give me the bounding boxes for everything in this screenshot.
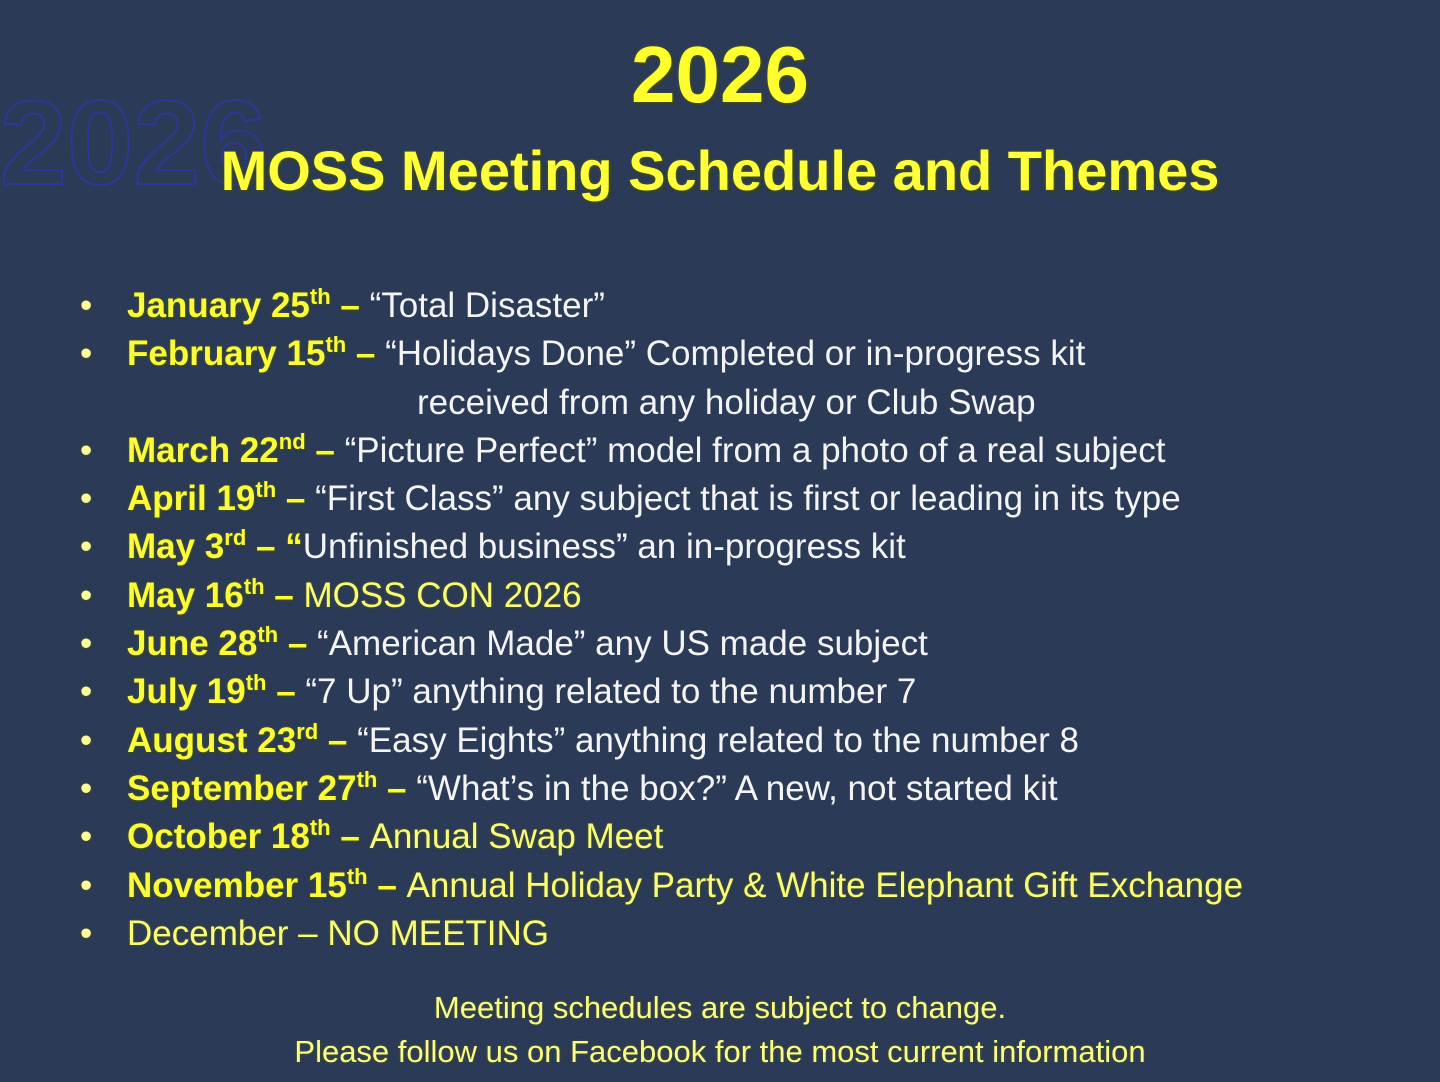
meeting-date: January 25th – [127, 284, 370, 325]
meeting-theme: “Holidays Done” Completed or in-progress kit [385, 334, 1086, 374]
meeting-theme-continuation: received from any holiday or Club Swap [417, 382, 1036, 422]
bullet-icon: • [80, 720, 93, 760]
bullet-icon: • [80, 430, 93, 470]
meeting-date: June 28th – [127, 622, 318, 664]
page-year: 2026 [631, 30, 809, 119]
bullet-icon: • [80, 672, 93, 712]
schedule-item-february [80, 330, 1420, 427]
meeting-theme: “Picture Perfect” model from a photo of a real subject [344, 430, 1166, 470]
schedule-item-june [80, 620, 1420, 668]
schedule-item-august [80, 717, 1420, 765]
meeting-schedule-list [80, 282, 1420, 958]
bullet-icon: • [80, 768, 93, 808]
meeting-theme: MOSS CON 2026 [303, 575, 582, 615]
schedule-item-may-3 [80, 523, 1420, 571]
schedule-item-april [80, 475, 1420, 523]
schedule-item-march [80, 427, 1420, 475]
meeting-theme: “Total Disaster” [369, 286, 605, 325]
bullet-icon: • [80, 334, 93, 374]
bullet-icon: • [80, 527, 93, 567]
bullet-icon: • [80, 865, 93, 905]
meeting-date: July 19th – [127, 670, 306, 712]
meeting-theme: “Easy Eights” anything related to the number 8 [357, 720, 1079, 760]
bullet-icon: • [80, 575, 93, 615]
footer-disclaimer: Meeting schedules are subject to change. [433, 990, 1007, 1025]
bullet-icon: • [80, 913, 93, 953]
schedule-item-may-16 [80, 572, 1420, 620]
meeting-date: May 3rd – “ [127, 525, 303, 567]
meeting-theme: “7 Up” anything related to the number 7 [305, 672, 917, 712]
meeting-date: March 22nd – [127, 428, 345, 470]
bullet-icon: • [80, 624, 93, 664]
schedule-item-november [80, 862, 1420, 910]
meeting-date: August 23rd – [127, 718, 358, 760]
meeting-theme: “American Made” any US made subject [317, 624, 928, 664]
bullet-icon: • [80, 286, 93, 325]
meeting-theme: “First Class” any subject that is first or leading in its type [315, 479, 1181, 519]
meeting-date: October 18th – [127, 815, 370, 857]
schedule-item-july [80, 668, 1420, 716]
ghost-year-artifact: 2026 [0, 76, 267, 210]
meeting-theme: “What’s in the box?” A new, not started kit [416, 768, 1058, 808]
schedule-item-october [80, 813, 1420, 861]
meeting-date: April 19th – [127, 477, 316, 519]
footer-facebook-note: Please follow us on Facebook for the most current information [294, 1034, 1146, 1069]
bullet-icon: • [80, 817, 93, 857]
schedule-item-december [80, 910, 1420, 958]
meeting-date: February 15th – [127, 332, 386, 374]
meeting-theme: Annual Swap Meet [369, 817, 664, 857]
meeting-date: September 27th – [127, 766, 417, 808]
bullet-icon: • [80, 479, 93, 519]
meeting-date: November 15th – [127, 863, 407, 905]
meeting-theme: Unfinished business” an in-progress kit [302, 527, 906, 567]
schedule-item-september [80, 765, 1420, 813]
schedule-item-january [80, 282, 1420, 330]
meeting-theme: Annual Holiday Party & White Elephant Gift Exchange [406, 865, 1244, 905]
meeting-date: May 16th – [127, 573, 304, 615]
meeting-theme: December – NO MEETING [127, 913, 550, 953]
page-title: MOSS Meeting Schedule and Themes [220, 139, 1220, 202]
